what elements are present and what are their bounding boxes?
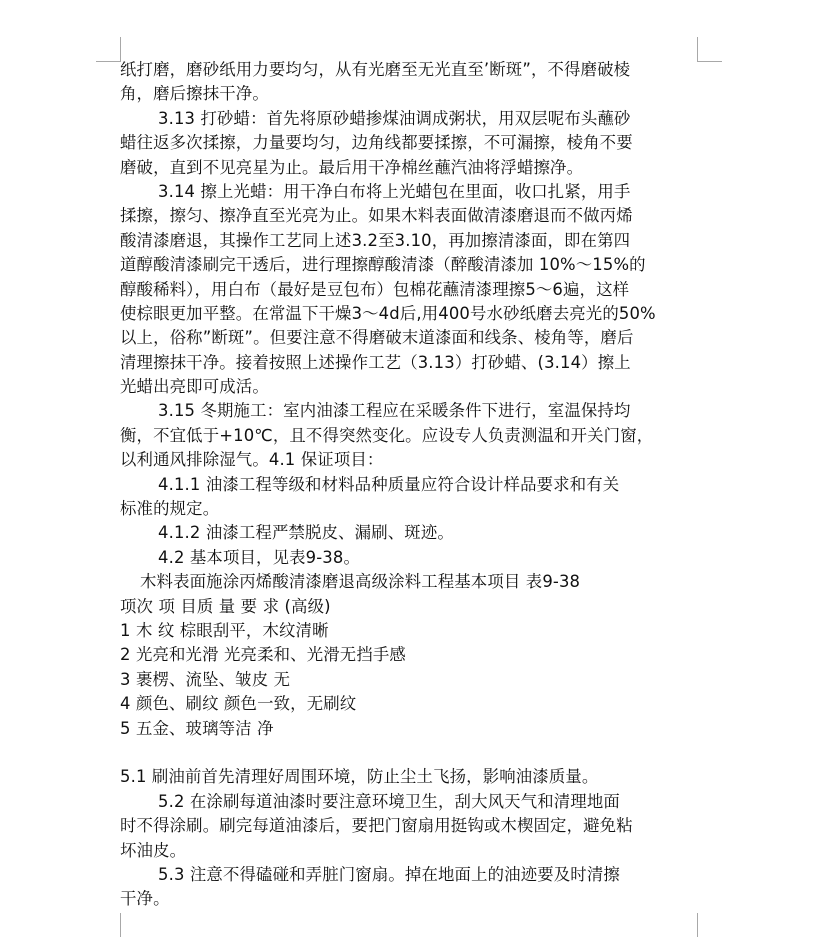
text-line: 5 五金、玻璃等洁 净 — [120, 718, 274, 738]
text-line: 坏油皮。 — [120, 840, 187, 860]
text-line: 5.1 刷油前首先清理好周围环境，防止尘土飞扬，影响油漆质量。 — [120, 767, 599, 787]
text-line: 蜡往返多次揉擦，力量要均匀，边角线都要揉擦，不可漏擦，棱角不要 — [120, 133, 633, 153]
text-line: 2 光亮和光滑 光亮柔和、光滑无挡手感 — [120, 645, 406, 665]
text-line: 3.13 打砂蜡：首先将原砂蜡掺煤油调成粥状，用双层呢布头蘸砂 — [158, 108, 631, 128]
text-line: 酸清漆磨退，其操作工艺同上述3.2至3.10，再加擦清漆面，即在第四 — [120, 230, 631, 250]
text-line: 道醇酸清漆刷完干透后，进行理擦醇酸清漆（醉酸清漆加 10%～15%的 — [120, 255, 646, 275]
text-line: 清理擦抹干净。接着按照上述操作工艺（3.13）打砂蜡、(3.14）擦上 — [120, 352, 631, 372]
text-line: 使棕眼更加平整。在常温下干燥3～4d后,用400号水砂纸磨去亮光的50% — [120, 303, 656, 323]
page-corner-mark-bottom-right — [697, 913, 722, 937]
text-line: 5.2 在涂刷每道油漆时要注意环境卫生，刮大风天气和清理地面 — [158, 791, 620, 811]
text-line: 磨破，直到不见亮星为止。最后用干净棉丝蘸汽油将浮蜡擦净。 — [120, 157, 584, 177]
text-line: 光蜡出亮即可成活。 — [120, 377, 269, 397]
blank-line — [120, 741, 697, 765]
text-line: 3.15 冬期施工：室内油漆工程应在采暖条件下进行，室温保持均 — [158, 401, 631, 421]
text-line: 纸打磨，磨砂纸用力要均匀，从有光磨至无光直至’断斑”，不得磨破棱 — [120, 60, 631, 79]
text-line: 衡，不宜低于+10℃，且不得突然变化。应设专人负责测温和开关门窗， — [120, 425, 654, 445]
text-line: 5.3 注意不得磕碰和弄脏门窗扇。掉在地面上的油迹要及时清擦 — [158, 864, 620, 884]
text-line: 4.1.1 油漆工程等级和材料品种质量应符合设计样品要求和有关 — [158, 474, 620, 494]
text-line: 时不得涂刷。刷完每道油漆后，要把门窗扇用挺钩或木楔固定，避免粘 — [120, 816, 633, 836]
document-page — [120, 58, 697, 912]
text-line: 以利通风排除湿气。4.1 保证项目： — [120, 450, 384, 470]
text-line: 标准的规定。 — [120, 499, 220, 519]
page-corner-mark-top-left — [96, 37, 121, 62]
text-line: 4 颜色、刷纹 颜色一致，无刷纹 — [120, 694, 357, 714]
page-corner-mark-bottom-left — [96, 913, 121, 937]
text-line: 以上，俗称”断斑”。但要注意不得磨破末道漆面和线条、棱角等，磨后 — [120, 328, 634, 348]
text-line: 醇酸稀料），用白布（最好是豆包布）包棉花蘸清漆理擦5～6遍，这样 — [120, 279, 630, 299]
text-line: 角，磨后擦抹干净。 — [120, 84, 269, 104]
page-corner-mark-top-right — [697, 37, 722, 62]
text-line: 4.2 基本项目，见表9-38。 — [158, 547, 361, 567]
text-line: 揉擦，擦匀、擦净直至光亮为止。如果木料表面做清漆磨退而不做丙烯 — [120, 206, 633, 226]
text-line: 项次 项 目质 量 要 求 (高级) — [120, 596, 331, 616]
text-line: 3 裹楞、流坠、皱皮 无 — [120, 669, 291, 689]
text-line: 干净。 — [120, 889, 170, 909]
text-line: 3.14 擦上光蜡：用干净白布将上光蜡包在里面，收口扎紧，用手 — [158, 181, 631, 201]
text-line: 4.1.2 油漆工程严禁脱皮、漏刷、斑迹。 — [158, 523, 454, 543]
text-line: 1 木 纹 棕眼刮平，木纹清晰 — [120, 620, 329, 640]
text-line: 木料表面施涂丙烯酸清漆磨退高级涂料工程基本项目 表9-38 — [140, 572, 581, 592]
